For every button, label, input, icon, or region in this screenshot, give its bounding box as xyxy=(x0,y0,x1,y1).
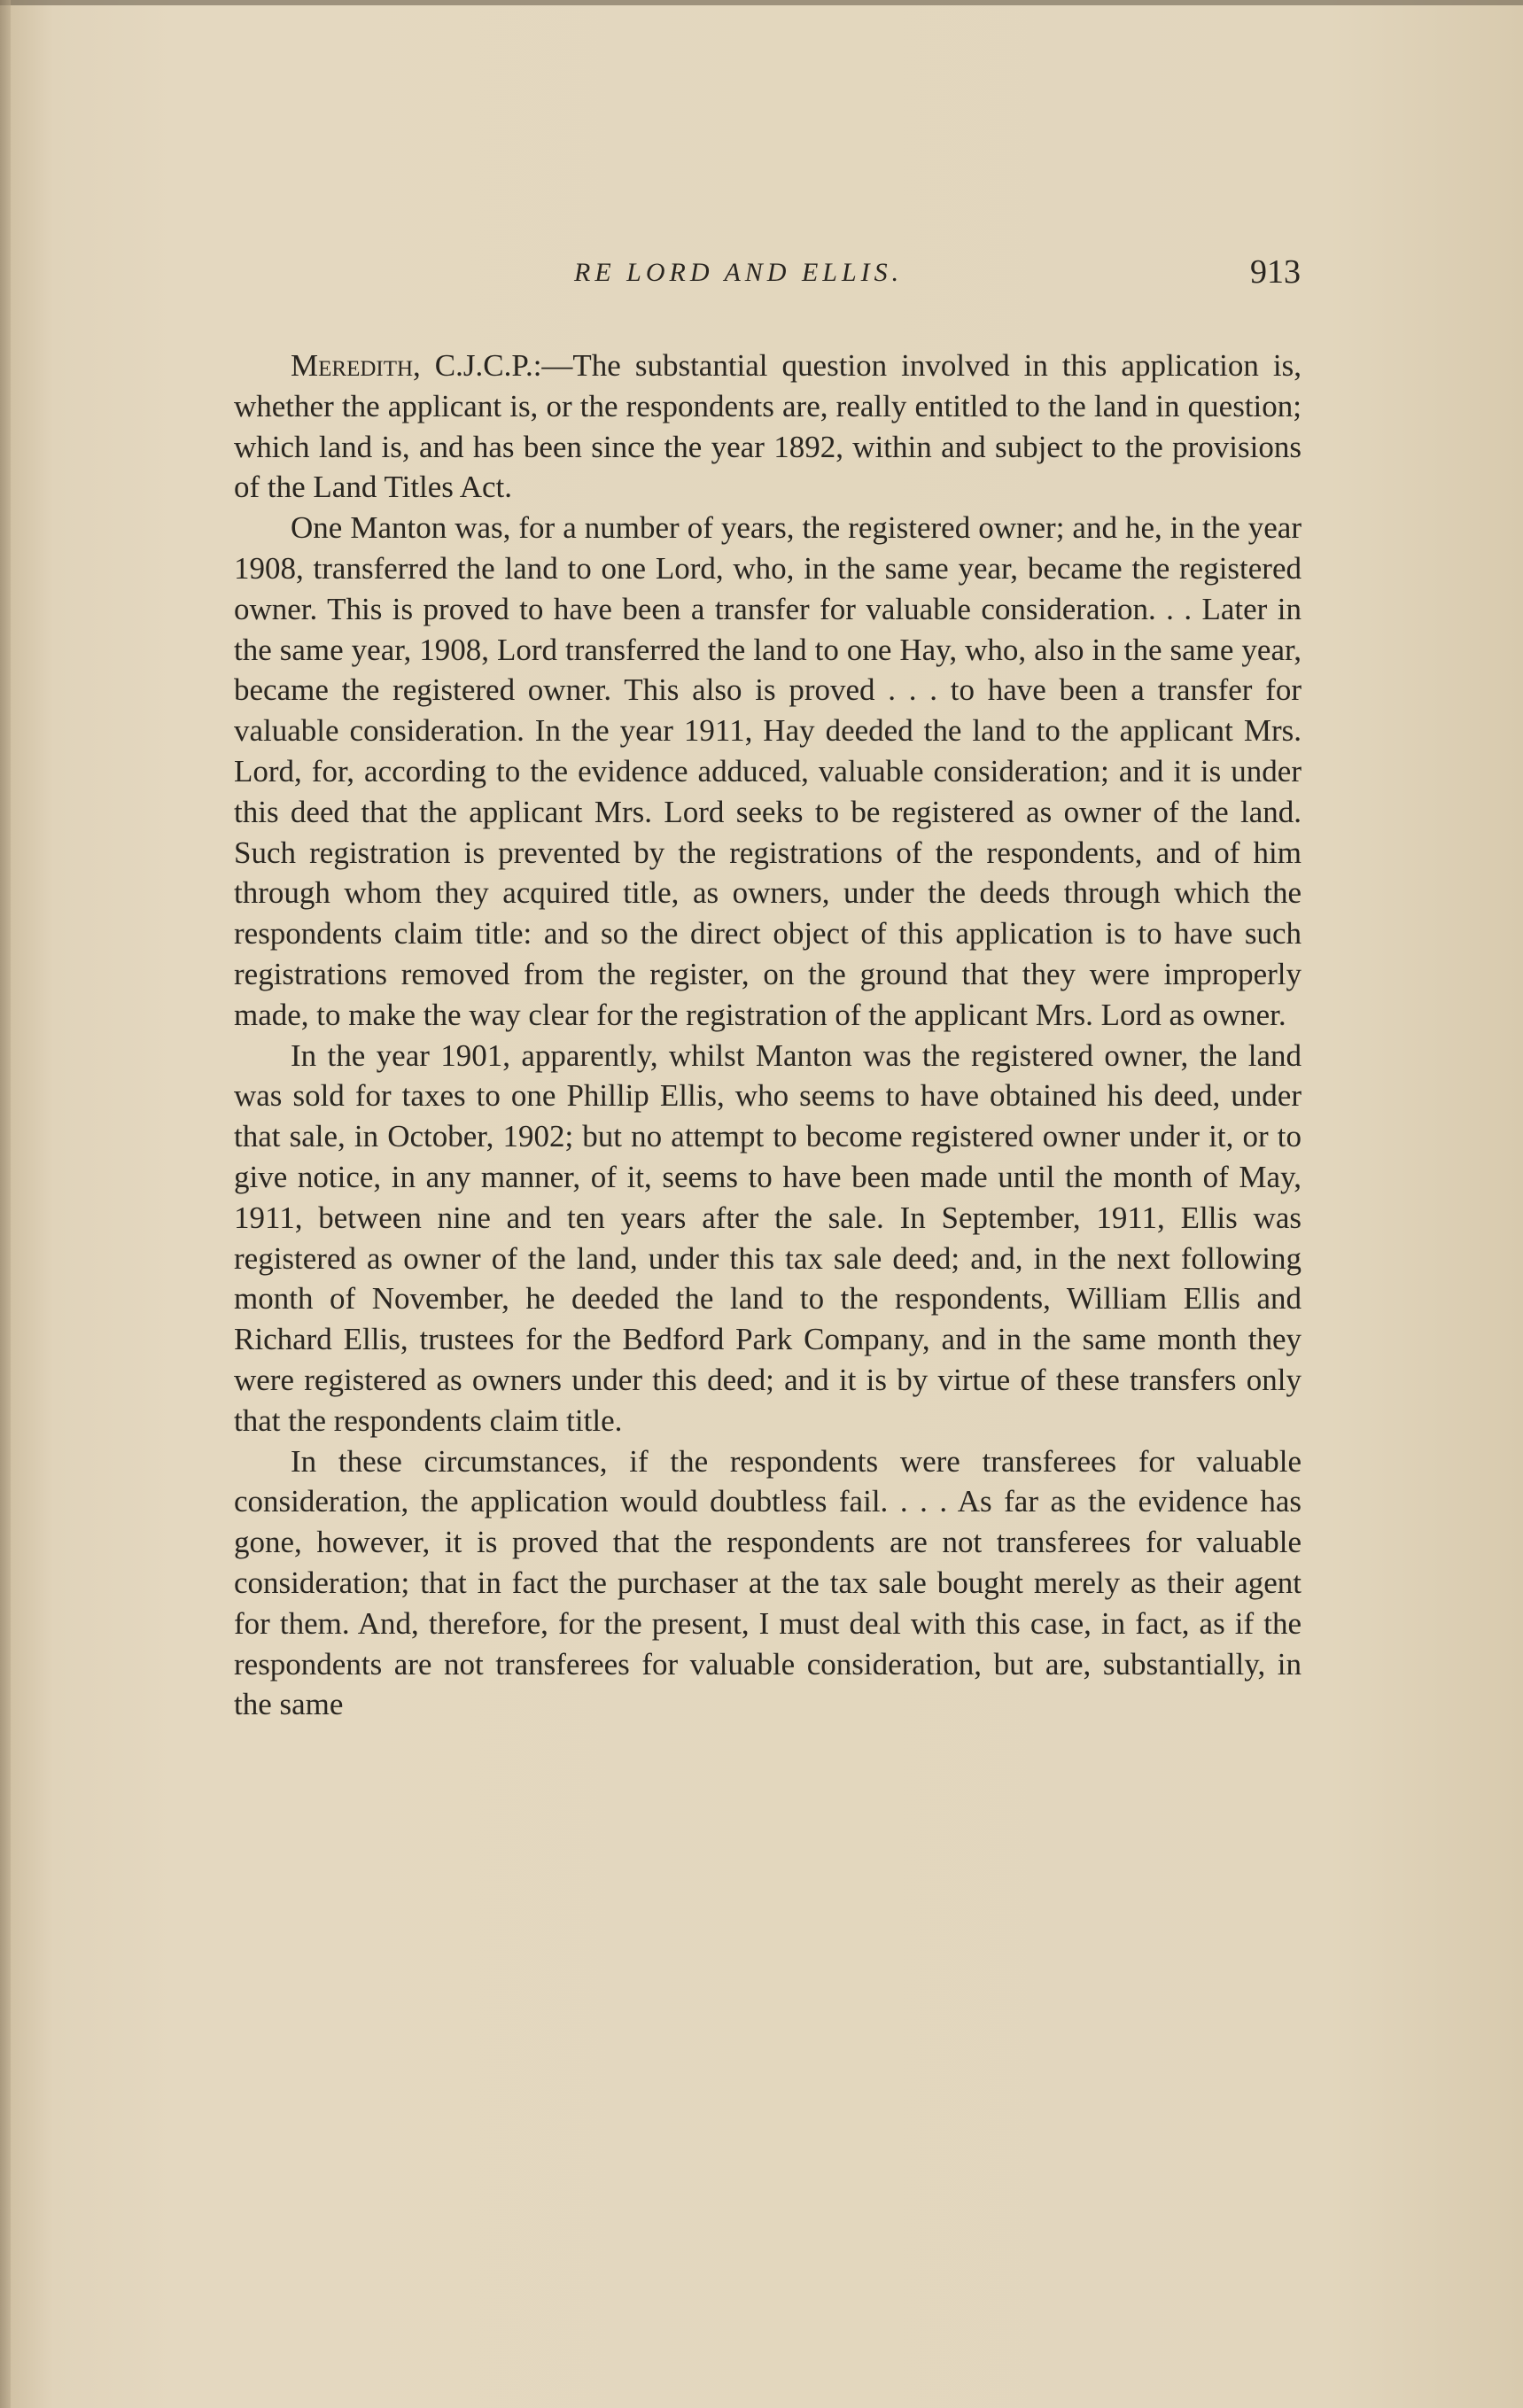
paragraph-2: One Manton was, for a number of years, the registered owner; and he, in the year 1908, transferred the land to one Lord, who, in the same year, became the registered owner. This is proved to have been a transfer for valuable consideration. . . Later in the same year, 1908, Lord transferred the land to one Hay, who, also in the same year, became the registered owner. This also is proved . . . to have been a transfer for valuable consideration. In the year 1911, Hay deeded the land to the applicant Mrs. Lord, for, according to the evidence adduced, valuable consideration; and it is under this deed that the applicant Mrs. Lord seeks to be registered as owner of the land. Such registration is prevented by the registrations of the respondents, and of him through whom they acquired title, as owners, under the deeds through which the respondents claim title: and so the direct object of this application is to have such registrations removed from the register, on the ground that they were improperly made, to make the way clear for the registration of the applicant Mrs. Lord as owner. xyxy=(234,510,1302,1032)
body-text xyxy=(234,346,1302,1725)
running-title: RE LORD AND ELLIS. xyxy=(574,258,904,287)
speaker-name: Meredith xyxy=(291,348,414,383)
page-top-edge xyxy=(0,0,1523,5)
page-binding-edge xyxy=(0,0,11,2408)
paragraph-1 xyxy=(234,346,1302,508)
paragraph-3: In the year 1901, apparently, whilst Manton was the registered owner, the land was sold for taxes to one Phillip Ellis, who seems to have obtained his deed, under that sale, in October, 1902; but no attempt to become registered owner under it, or to give notice, in any manner, of it, seems to have been made until the month of May, 1911, between nine and ten years after the sale. In September, 1911, Ellis was registered as owner of the land, under this tax sale deed; and, in the next following month of November, he deeded the land to the respondents, William Ellis and Richard Ellis, trustees for the Bedford Park Company, and in the same month they were registered as owners under this deed; and it is by virtue of these transfers only that the respondents claim title. xyxy=(234,1037,1302,1438)
page-number: 913 xyxy=(1250,253,1301,291)
paragraph-1-text: , C.J.C.P.:—The substantial question involved in this application is, whether the applicant is, or the respondents are, really entitled to the land in question; which land is, and has been since the year 1892, within and subject to the provisions of the Land Titles Act. xyxy=(234,348,1302,505)
paragraph-4: In these circumstances, if the respondents were transferees for valuable consideration, the application would doubtless fail. . . . As far as the evidence has gone, however, it is proved that the respondents are not transferees for valuable consideration; that in fact the purchaser at the tax sale bought merely as their agent for them. And, therefore, for the present, I must deal with this case, in fact, as if the respondents are not transferees for valuable consideration, but are, substantially, in the same xyxy=(234,1443,1302,1722)
page-header xyxy=(237,252,1301,306)
